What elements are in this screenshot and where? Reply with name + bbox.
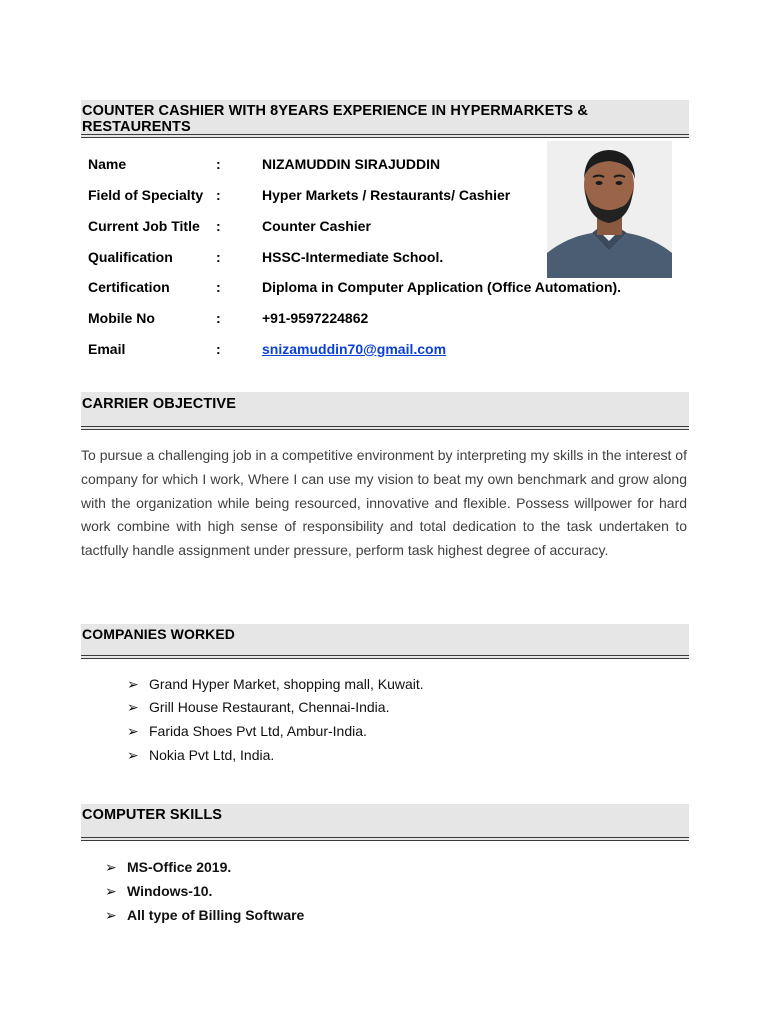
- info-label: Certification: [88, 279, 170, 295]
- info-label: Email: [88, 341, 126, 357]
- profile-photo-illustration: [547, 141, 672, 278]
- skills-heading: COMPUTER SKILLS: [82, 807, 223, 823]
- info-value: Hyper Markets / Restaurants/ Cashier: [262, 187, 511, 203]
- info-colon: :: [216, 341, 221, 357]
- arrow-bullet-icon: ➢: [127, 747, 139, 763]
- arrow-bullet-icon: ➢: [127, 699, 139, 715]
- info-label: Qualification: [88, 249, 173, 265]
- headline: COUNTER CASHIER WITH 8YEARS EXPERIENCE IN HYPERMARKETS & RESTAURENTS: [82, 103, 588, 135]
- company-name: Nokia Pvt Ltd, India.: [149, 747, 275, 763]
- info-colon: :: [216, 156, 221, 172]
- section-header-objective: [81, 392, 689, 430]
- info-colon: :: [216, 310, 221, 326]
- info-value: NIZAMUDDIN SIRAJUDDIN: [262, 156, 441, 172]
- section-header-skills: [81, 804, 689, 841]
- company-name: Farida Shoes Pvt Ltd, Ambur-India.: [149, 723, 367, 739]
- info-label: Current Job Title: [88, 218, 200, 234]
- info-colon: :: [216, 218, 221, 234]
- section-header-companies: [81, 624, 689, 659]
- info-label: Field of Specialty: [88, 187, 204, 203]
- arrow-bullet-icon: ➢: [105, 859, 117, 875]
- arrow-bullet-icon: ➢: [127, 676, 139, 692]
- skill-name: All type of Billing Software: [127, 907, 305, 923]
- info-value: +91-9597224862: [262, 310, 369, 326]
- arrow-bullet-icon: ➢: [105, 883, 117, 899]
- info-value: Diploma in Computer Application (Office Automation).: [262, 279, 622, 295]
- profile-photo: [547, 141, 672, 278]
- companies-heading: COMPANIES WORKED: [82, 626, 236, 642]
- info-label: Name: [88, 156, 127, 172]
- info-value: Counter Cashier: [262, 218, 371, 234]
- email-link[interactable]: snizamuddin70@gmail.com: [262, 341, 447, 357]
- skill-name: MS-Office 2019.: [127, 859, 232, 875]
- info-value: HSSC-Intermediate School.: [262, 249, 444, 265]
- headline-bar: [81, 100, 689, 138]
- info-colon: :: [216, 249, 221, 265]
- info-colon: :: [216, 187, 221, 203]
- objective-text: To pursue a challenging job in a competitive environment by interpreting my skills in the interest of company for which I work, Where I can use my vision to beat my own benchmark and grow along with the organization while being resourced, innovative and flexible. Possess willpower for hard work combine with high sense of responsibility and total dedication to the task undertaken to tactfully handle assignment under pressure, perform task highest degree of accuracy.: [81, 447, 687, 559]
- arrow-bullet-icon: ➢: [127, 723, 139, 739]
- company-name: Grill House Restaurant, Chennai-India.: [149, 699, 390, 715]
- company-name: Grand Hyper Market, shopping mall, Kuwait.: [149, 676, 424, 692]
- info-label: Mobile No: [88, 310, 155, 326]
- arrow-bullet-icon: ➢: [105, 907, 117, 923]
- objective-heading: CARRIER OBJECTIVE: [82, 396, 236, 412]
- info-colon: :: [216, 279, 221, 295]
- skill-name: Windows-10.: [127, 883, 213, 899]
